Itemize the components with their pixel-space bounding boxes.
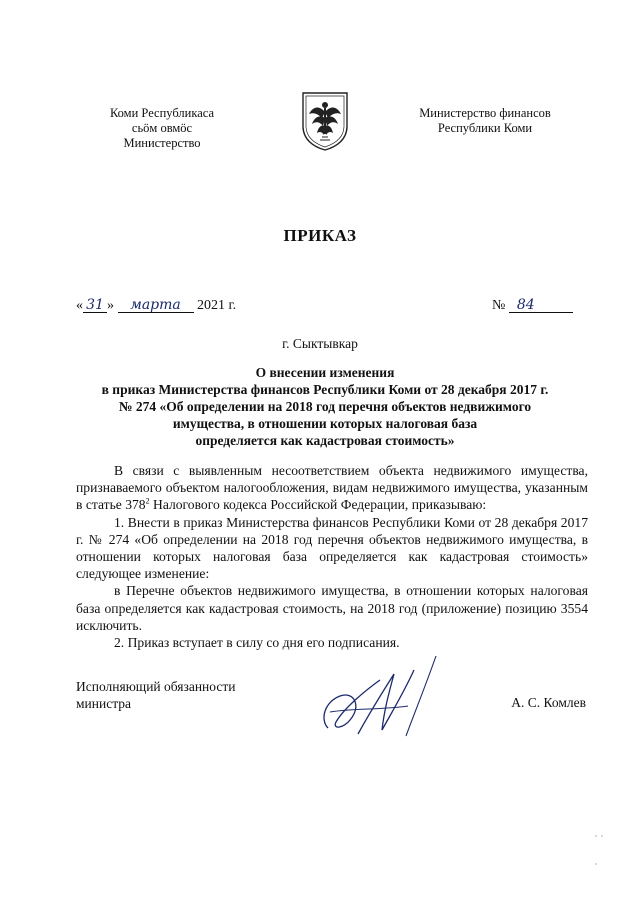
subject-line: определяется как кадастровая стоимость» <box>195 433 455 448</box>
number-value: 84 <box>509 298 573 313</box>
date-day: 31 <box>83 298 107 313</box>
date-close-quote: » <box>107 298 114 313</box>
header-right-line: Министерство финансов <box>419 106 551 120</box>
article-superscript: 2 <box>145 496 150 506</box>
subject-line: имущества, в отношении которых налоговая база <box>172 416 478 431</box>
body-paragraph-item-1: 1. Внести в приказ Министерства финансов Республики Коми от 28 декабря 2017 г. № 274 «Об определении на 2018 год перечня объектов недвижимого имущества, в отношении которых налоговая база определяется как кадастровая стоимость» следующее изменение: <box>76 514 588 582</box>
order-subject <box>70 364 580 449</box>
order-number <box>492 298 592 314</box>
header-left-line: Министерство <box>123 136 201 150</box>
header-right-line: Республики Коми <box>437 121 533 135</box>
city-line: г. Сыктывкар <box>282 336 358 351</box>
order-body <box>76 462 588 651</box>
subject-line: № 274 «Об определении на 2018 год перечня объектов недвижимого <box>118 399 532 414</box>
signatory-position <box>76 678 276 712</box>
handwritten-signature <box>310 650 450 745</box>
subject-line: О внесении изменения <box>255 365 395 380</box>
date-open-quote: « <box>76 298 83 313</box>
subject-line: в приказ Министерства финансов Республики Коми от 28 декабря 2017 г. <box>101 382 549 397</box>
position-line: министра <box>76 696 132 711</box>
signatory-name: А. С. Комлев <box>511 695 586 710</box>
scan-marks <box>590 832 610 872</box>
body-paragraph-preamble <box>76 462 588 514</box>
order-date <box>76 298 276 314</box>
header-left-line: сьӧм овмӧс <box>131 121 193 135</box>
coat-of-arms-icon <box>300 90 350 152</box>
preamble-text-end: Налогового кодекса Российской Федерации, приказываю: <box>149 497 487 513</box>
body-paragraph-item-2: 2. Приказ вступает в силу со дня его подписания. <box>114 635 400 651</box>
date-month: марта <box>118 298 194 313</box>
position-line: Исполняющий обязанности <box>76 679 236 694</box>
number-label: № <box>492 298 506 313</box>
date-year: 2021 г. <box>197 298 237 313</box>
document-title: ПРИКАЗ <box>283 226 357 245</box>
body-paragraph-change: в Перечне объектов недвижимого имущества, в отношении которых налоговая база определяется как кадастровая стоимость, на 2018 год (приложение) позицию 3554 исключить. <box>76 583 588 633</box>
header-right-block <box>400 106 570 136</box>
header-left-block <box>92 106 232 151</box>
header-left-line: Коми Республикаса <box>109 106 215 120</box>
preamble-text: В связи с выявленным несоответствием объекта недвижимого имущества, признаваемого объектом налогообложения, видам недвижимого имущества, указанным в статье 378 <box>76 463 588 513</box>
